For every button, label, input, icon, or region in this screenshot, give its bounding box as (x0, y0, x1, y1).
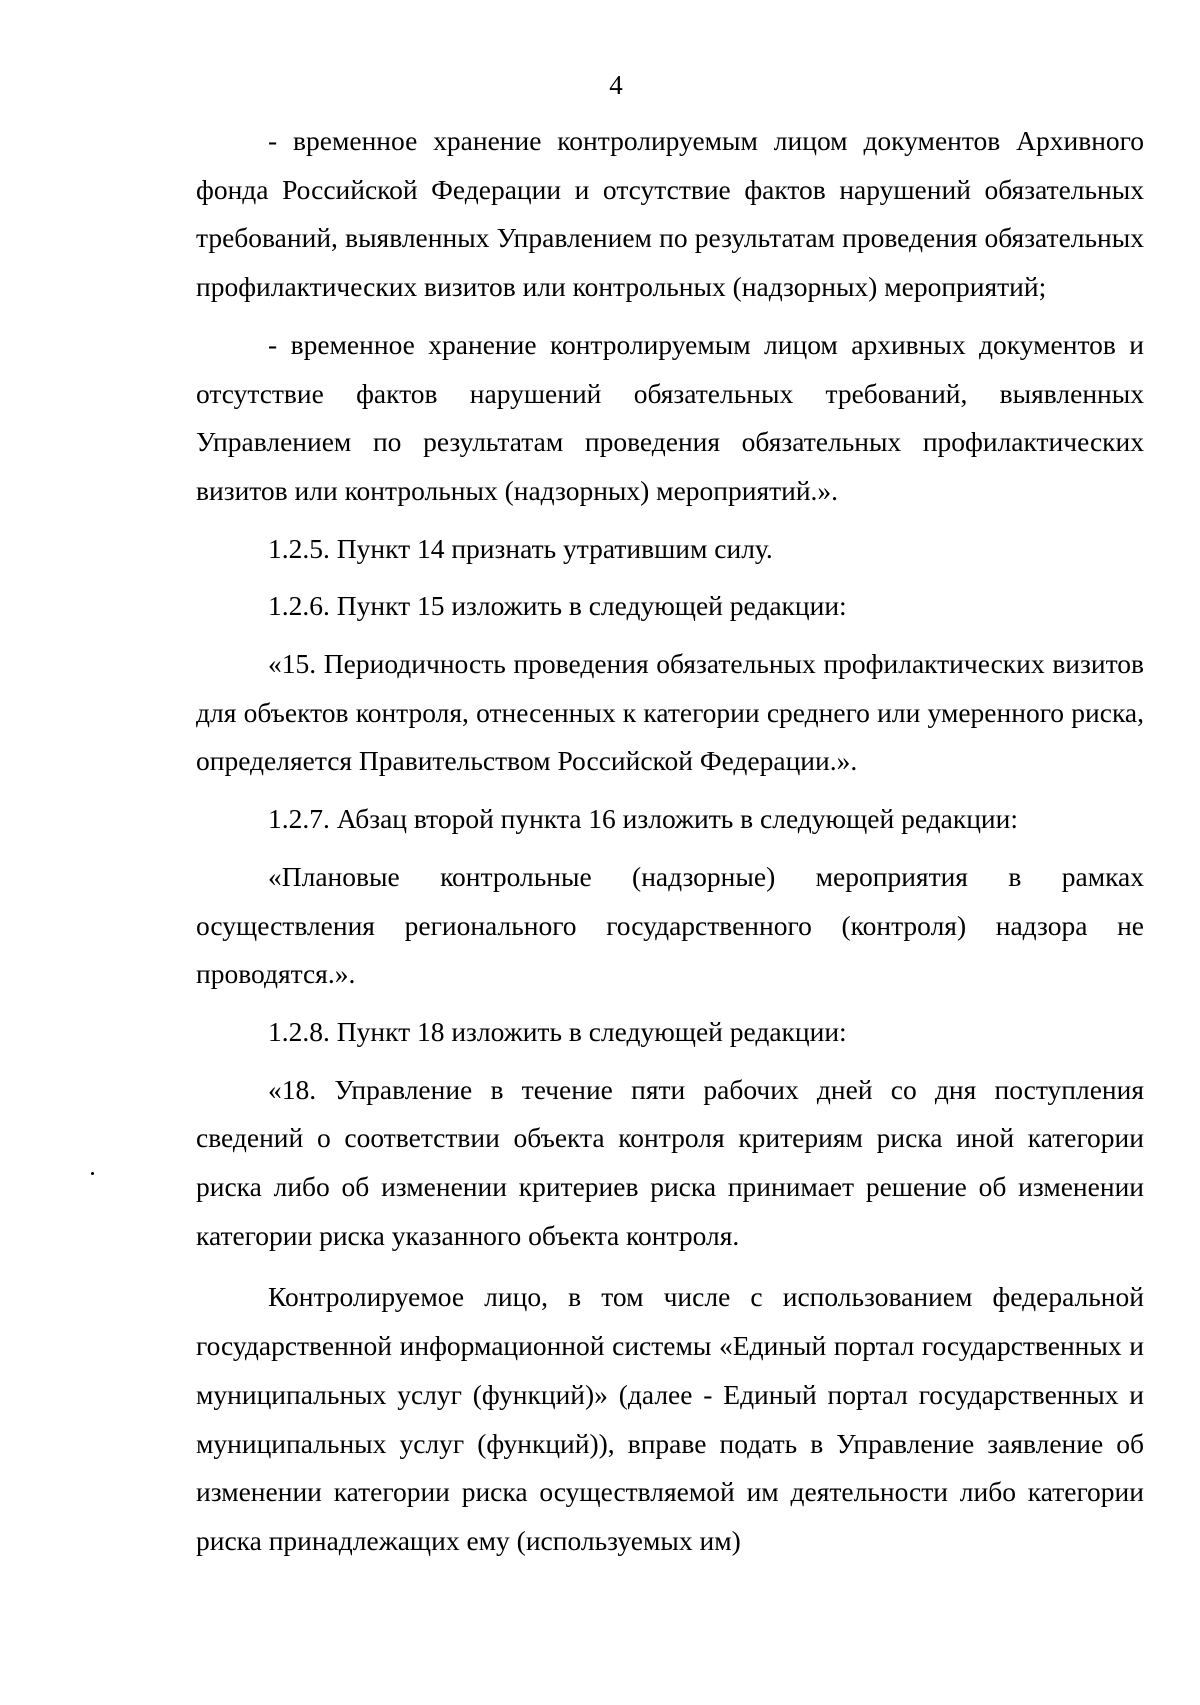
scan-speck (91, 1172, 94, 1175)
page-number: 4 (609, 70, 623, 100)
paragraph-item-16-text: «Плановые контрольные (надзорные) мероприятия в рамках осуществления регионального государственного (контроля) надзора не проводятся.». (196, 860, 1144, 990)
paragraph-item-18-text: «18. Управление в течение пяти рабочих дней со дня поступления сведений о соответствии объекта контроля критериям риска иной категории риска либо об изменении критериев риска принимает решение об изменении категории риска указанного объекта контроля. (196, 1073, 1144, 1251)
paragraph-controlled-person: Контролируемое лицо, в том числе с использованием федеральной государственной информационной системы «Единый портал государственных и муниципальных услуг (функций)» (далее - Единый портал государственных и муниципальных услуг (функций)), вправе подать в Управление заявление об изменении категории риска осуществляемой им деятельности либо категории риска принадлежащих ему (используемых им) (196, 1281, 1144, 1556)
paragraph-archive-fund-storage: - временное хранение контролируемым лицом документов Архивного фонда Российской Федерации и отсутствие фактов нарушений обязательных требований, выявленных Управлением по результатам проведения обязательных профилактических визитов или контрольных (надзорных) мероприятий; (196, 125, 1144, 303)
paragraph-1-2-7: 1.2.7. Абзац второй пункта 16 изложить в следующей редакции: (268, 803, 1019, 835)
document-body (196, 117, 1144, 1566)
paragraph-archive-documents-storage: - временное хранение контролируемым лицом архивных документов и отсутствие фактов нарушений обязательных требований, выявленных Управлением по результатам проведения обязательных профилактических визитов или контрольных (надзорных) мероприятий.». (196, 328, 1144, 506)
paragraph-1-2-8: 1.2.8. Пункт 18 изложить в следующей редакции: (268, 1015, 847, 1047)
paragraph-1-2-5: 1.2.5. Пункт 14 признать утратившим силу. (268, 532, 773, 564)
paragraph-1-2-6: 1.2.6. Пункт 15 изложить в следующей редакции: (268, 590, 847, 622)
paragraph-item-15-text: «15. Периодичность проведения обязательных профилактических визитов для объектов контроля, отнесенных к категории среднего или умеренного риска, определяется Правительством Российской Федерации.». (196, 648, 1144, 777)
